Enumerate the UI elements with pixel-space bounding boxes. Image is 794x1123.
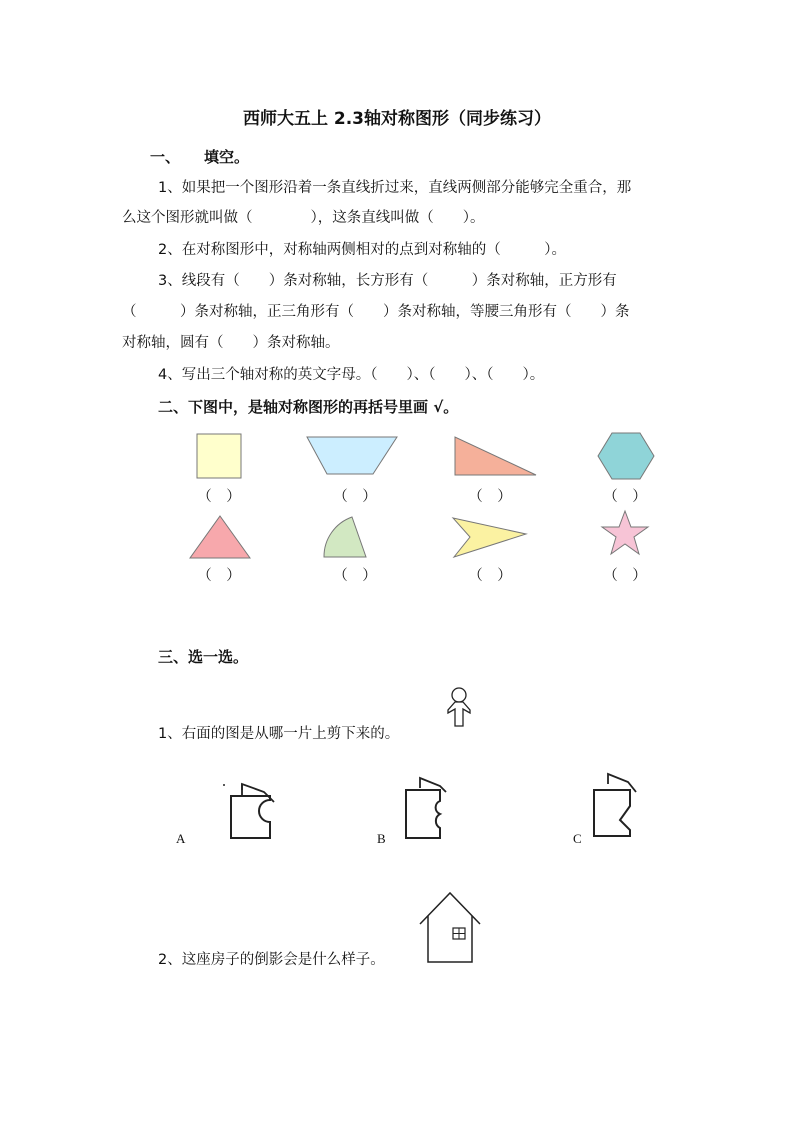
right-triangle-shape — [455, 437, 536, 475]
star-shape — [602, 511, 648, 554]
q2-text: 2、在对称图形中，对称轴两侧相对的点到对称轴的（ ）。 — [158, 242, 566, 258]
section1-number: 一、 — [150, 148, 181, 166]
sector-shape — [324, 517, 366, 557]
section3-q1: 1、右面的图是从哪一片上剪下来的。 — [158, 726, 400, 742]
section3-q2: 2、这座房子的倒影会是什么样子。 — [158, 952, 385, 968]
answer-paren[interactable]: （ ） — [197, 568, 241, 584]
folded-paper-b-icon[interactable] — [398, 774, 458, 844]
trapezoid-shape — [307, 437, 397, 474]
hexagon-shape — [598, 433, 654, 479]
page-title: 西师大五上 2.3轴对称图形（同步练习） — [242, 109, 552, 129]
q1-line2: 么这个图形就叫做（ ），这条直线叫做（ ）。 — [122, 210, 485, 226]
section1-heading: 填空。 — [204, 148, 250, 166]
option-a-label[interactable]: A — [176, 831, 186, 846]
paper-person-icon — [440, 686, 480, 728]
q3-line1: 3、线段有（ ）条对称轴，长方形有（ ）条对称轴，正方形有 — [158, 273, 617, 289]
house-icon — [416, 890, 484, 964]
answer-paren[interactable]: （ ） — [468, 568, 512, 584]
answer-paren[interactable]: （ ） — [333, 568, 377, 584]
answer-paren[interactable]: （ ） — [603, 489, 647, 505]
isosceles-triangle-shape — [190, 516, 250, 558]
square-shape — [197, 434, 241, 478]
section2-heading: 二、下图中，是轴对称图形的再括号里画 √。 — [158, 398, 459, 416]
folded-paper-a-icon[interactable] — [222, 776, 282, 846]
answer-paren[interactable]: （ ） — [197, 489, 241, 505]
answer-paren[interactable]: （ ） — [468, 489, 512, 505]
answer-paren[interactable]: （ ） — [603, 568, 647, 584]
option-c-label[interactable]: C — [573, 831, 582, 846]
q3-line3: 对称轴，圆有（ ）条对称轴。 — [122, 335, 340, 351]
section3-heading: 三、选一选。 — [158, 648, 249, 666]
folded-paper-c-icon[interactable] — [588, 772, 648, 844]
option-b-label[interactable]: B — [377, 831, 386, 846]
q3-line2: （ ）条对称轴，正三角形有（ ）条对称轴，等腰三角形有（ ）条 — [122, 304, 630, 320]
q4-text: 4、写出三个轴对称的英文字母。（ ）、（ ）、（ ）。 — [158, 367, 545, 383]
answer-paren[interactable]: （ ） — [333, 489, 377, 505]
arrow-dart-shape — [453, 518, 526, 557]
q1-line1: 1、如果把一个图形沿着一条直线折过来，直线两侧部分能够完全重合，那 — [158, 180, 632, 196]
